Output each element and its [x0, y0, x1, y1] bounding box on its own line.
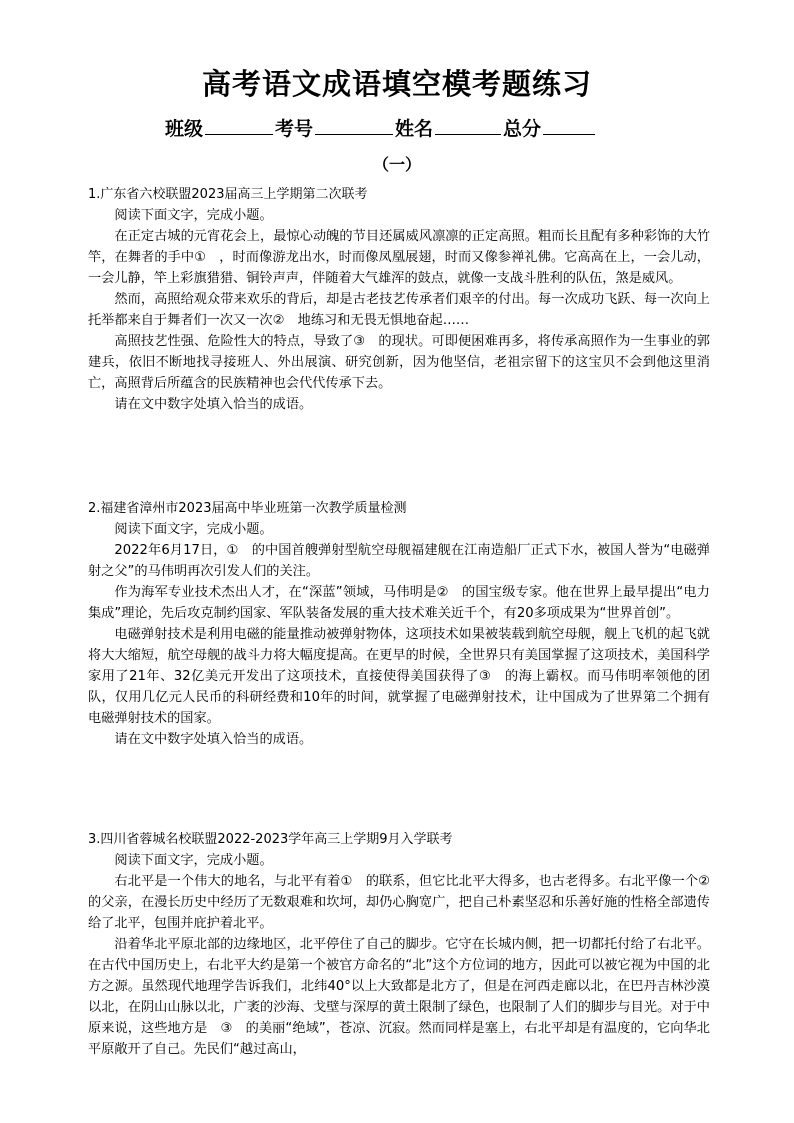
question-1: [88, 184, 710, 415]
question-3-instruction: 阅读下面文字，完成小题。: [114, 853, 273, 868]
question-2-prompt: 请在文中数字处填入恰当的成语。: [114, 732, 313, 747]
page-title: 高考语文成语填空模考题练习: [201, 67, 592, 101]
question-1-prompt: 请在文中数字处填入恰当的成语。: [114, 397, 313, 412]
class-label: 班级: [165, 118, 204, 140]
question-1-header: 1.广东省六校联盟2023届高三上学期第二次联考: [88, 187, 368, 202]
class-blank[interactable]: [205, 116, 273, 135]
question-3-header: 3.四川省蓉城名校联盟2022-2023学年高三上学期9月入学联考: [88, 832, 453, 847]
student-info-line: [165, 114, 645, 141]
question-1-instruction: 阅读下面文字，完成小题。: [114, 208, 273, 223]
question-1-paragraph: 在正定古城的元宵花会上，最惊心动魄的节目还属威风凛凛的正定高照。粗而长且配有多种彩饰的大竹竿，在舞者的手中① ，时而像游龙出水，时而像凤凰展翅，时而又像参禅礼佛。它高高在上，一会儿动，一会儿静，竿上彩旗猎猎、铜铃声声，伴随着大气雄浑的鼓点，就像一支战斗胜利的队伍，煞是威风。: [88, 229, 710, 286]
name-blank[interactable]: [435, 116, 501, 135]
number-blank[interactable]: [315, 116, 393, 135]
question-3: [88, 829, 724, 1060]
question-1-paragraph: 高照技艺性强、危险性大的特点，导致了③ 的现状。可即便困难再多，将传承高照作为一生事业的郭建兵，依旧不断地找寻接班人、外出展演、研究创新，因为他坚信，老祖宗留下的这宝贝不会到他这里消亡，高照背后所蕴含的民族精神也会代代传承下去。: [88, 334, 710, 391]
question-2-paragraph: 2022年6月17日，① 的中国首艘弹射型航空母舰福建舰在江南造船厂正式下水，被国人誉为“电磁弹射之父”的马伟明再次引发人们的关注。: [88, 543, 710, 579]
question-2: [88, 498, 710, 750]
question-2-paragraph: 作为海军专业技术杰出人才，在“深蓝”领域，马伟明是② 的国宝级专家。他在世界上最早提出“电力集成”理论，先后攻克制约国家、军队装备发展的重大技术难关近千个，有20多项成果为“世界首创”。: [88, 585, 710, 621]
question-3-paragraph: 沿着华北平原北部的边缘地区，北平停住了自己的脚步。它守在长城内侧，把一切都托付给了右北平。在古代中国历史上，右北平大约是第一个被官方命名的“北”这个方位词的地方，因此可以被它视为中国的北方之源。虽然现代地理学告诉我们，北纬40°以上大致都是北方了，但是在河西走廊以北，在巴丹吉林沙漠以北，在阴山山脉以北，广袤的沙海、戈壁与深厚的黄土限制了绿色，也限制了人们的脚步与目光。对于中原来说，这些地方是 ③ 的美丽“绝域”，苍凉、沉寂。然而同样是塞上，右北平却是有温度的，它向华北平原敞开了自己。先民们“越过高山，: [88, 937, 710, 1057]
number-label: 考号: [275, 118, 314, 140]
question-1-paragraph: 然而，高照给观众带来欢乐的背后，却是古老技艺传承者们艰辛的付出。每一次成功飞跃、每一次向上托举都来自于舞者们一次又一次② 地练习和无畏无惧地奋起……: [88, 292, 710, 328]
question-2-paragraph: 电磁弹射技术是利用电磁的能量推动被弹射物体，这项技术如果被装载到航空母舰，舰上飞机的起飞就将大大缩短，航空母舰的战斗力将大幅度提高。在更早的时候，全世界只有美国掌握了这项技术，美国科学家用了21年、32亿美元开发出了这项技术，直接使得美国获得了③ 的海上霸权。而马伟明率领他的团队，仅用几亿元人民币的科研经费和10年的时间，就掌握了电磁弹射技术，让中国成为了世界第二个拥有电磁弹射技术的国家。: [88, 627, 710, 726]
section-heading: （一）: [372, 155, 421, 174]
question-3-paragraph: 右北平是一个伟大的地名，与北平有着① 的联系，但它比北平大得多，也古老得多。右北平像一个② 的父亲，在漫长历史中经历了无数艰难和坎坷，却仍心胸宽广，把自己朴素坚忍和乐善好施的性格全部遗传给了北平，包围并庇护着北平。: [88, 874, 724, 931]
score-label: 总分: [503, 118, 542, 140]
question-2-header: 2.福建省漳州市2023届高中毕业班第一次教学质量检测: [88, 501, 407, 516]
question-2-instruction: 阅读下面文字，完成小题。: [114, 522, 273, 537]
score-blank[interactable]: [543, 116, 595, 135]
name-label: 姓名: [395, 118, 434, 140]
